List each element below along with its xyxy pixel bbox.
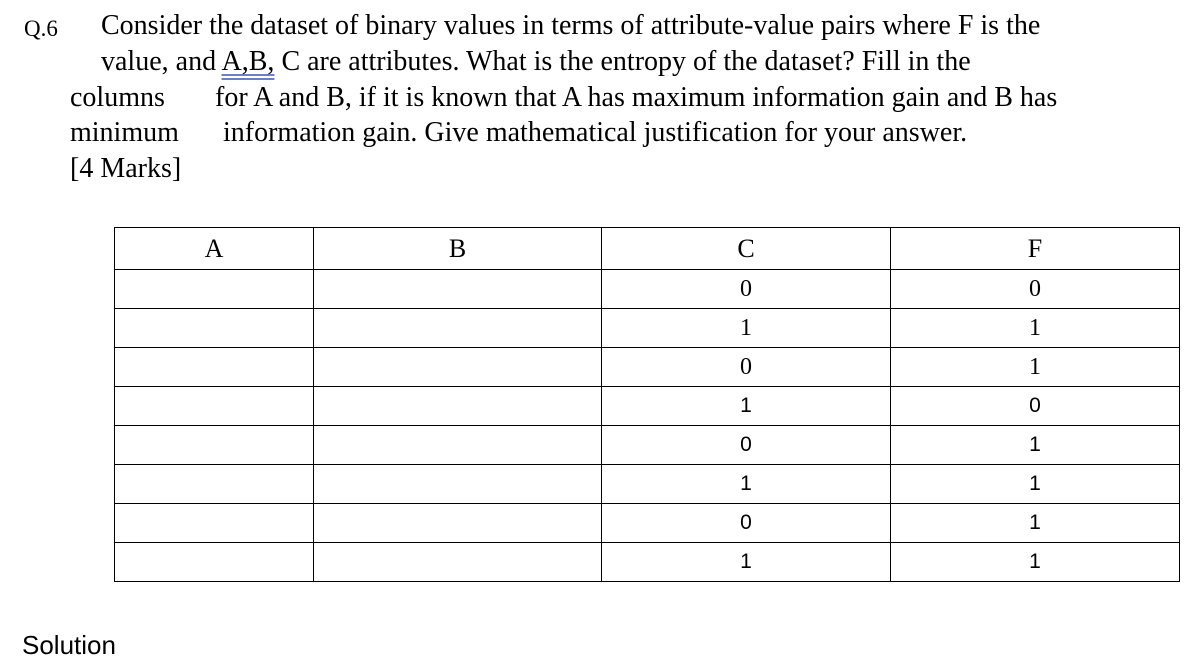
- attributes-text: A,B,: [221, 46, 275, 77]
- cell-a[interactable]: [115, 504, 314, 543]
- cell-a[interactable]: [115, 348, 314, 387]
- header-b: B: [314, 228, 602, 270]
- line2-prefix: value, and: [101, 46, 222, 77]
- cell-a[interactable]: [115, 543, 314, 582]
- cell-f: 1: [891, 426, 1180, 465]
- cell-f: 1: [891, 348, 1180, 387]
- cell-b[interactable]: [314, 348, 602, 387]
- cell-c: 1: [602, 309, 891, 348]
- dataset-table: [114, 227, 1180, 582]
- cell-f: 1: [891, 504, 1180, 543]
- cell-b[interactable]: [314, 426, 602, 465]
- cell-b[interactable]: [314, 504, 602, 543]
- table-row: [115, 309, 1180, 348]
- cell-c: 0: [602, 270, 891, 309]
- cell-c: 0: [602, 504, 891, 543]
- marks-label: [4 Marks]: [70, 153, 182, 184]
- cell-c: 0: [602, 348, 891, 387]
- cell-f: 1: [891, 465, 1180, 504]
- question-line-3-text: for A and B, if it is known that A has maximum information gain and B has: [215, 82, 1058, 113]
- cell-a[interactable]: [115, 387, 314, 426]
- cell-c: 1: [602, 543, 891, 582]
- cell-c: 1: [602, 465, 891, 504]
- table-row: [115, 270, 1180, 309]
- table-row: [115, 543, 1180, 582]
- question-line-4-text: information gain. Give mathematical justification for your answer.: [223, 117, 968, 148]
- cell-f: 1: [891, 309, 1180, 348]
- cell-a[interactable]: [115, 465, 314, 504]
- cell-a[interactable]: [115, 270, 314, 309]
- table-row: [115, 504, 1180, 543]
- question-line-2: [101, 45, 971, 79]
- cell-b[interactable]: [314, 543, 602, 582]
- cell-b[interactable]: [314, 387, 602, 426]
- table-row: [115, 348, 1180, 387]
- table-header-row: [115, 228, 1180, 270]
- table-row: [115, 426, 1180, 465]
- header-a: A: [115, 228, 314, 270]
- cell-b[interactable]: [314, 270, 602, 309]
- question-number: Q.6: [24, 16, 58, 41]
- solution-heading-cut: Solution: [22, 630, 116, 660]
- cell-c: 1: [602, 387, 891, 426]
- cell-c: 0: [602, 426, 891, 465]
- line2-suffix: C are attributes. What is the entropy of the dataset? Fill in the: [274, 46, 971, 77]
- question-line-4-word: minimum: [70, 117, 179, 148]
- cell-a[interactable]: [115, 426, 314, 465]
- cell-f: 0: [891, 387, 1180, 426]
- cell-f: 0: [891, 270, 1180, 309]
- header-f: F: [891, 228, 1180, 270]
- header-c: C: [602, 228, 891, 270]
- question-line-1: Consider the dataset of binary values in terms of attribute-value pairs where F is the: [101, 10, 1041, 41]
- table-row: [115, 465, 1180, 504]
- cell-f: 1: [891, 543, 1180, 582]
- cell-b[interactable]: [314, 465, 602, 504]
- question-line-3-word: columns: [70, 82, 165, 113]
- table-row: [115, 387, 1180, 426]
- cell-b[interactable]: [314, 309, 602, 348]
- cell-a[interactable]: [115, 309, 314, 348]
